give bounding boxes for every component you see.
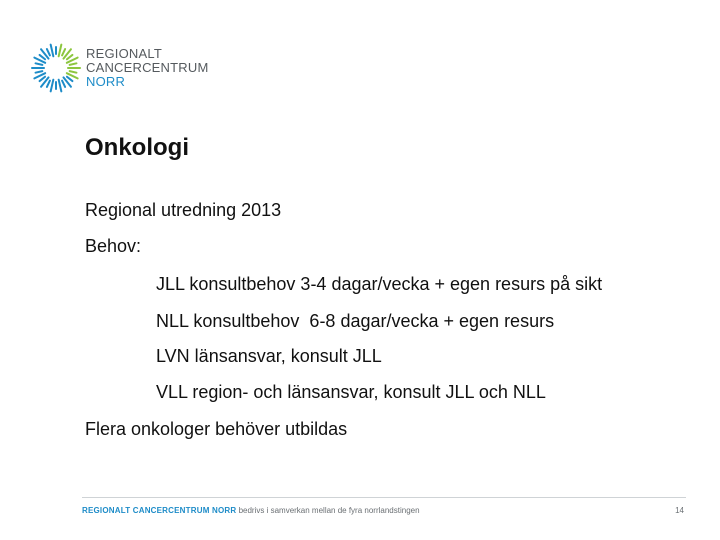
logo-ray: [67, 55, 72, 59]
footer-tagline: bedrivs i samverkan mellan de fyra norrlandstingen: [236, 506, 420, 515]
page-number: 14: [675, 506, 684, 515]
sunburst-logo-icon: [30, 42, 82, 94]
body-line-lvn: LVN länsansvar, konsult JLL: [156, 346, 382, 366]
logo-ray: [59, 45, 62, 57]
logo-text: [86, 47, 209, 89]
logo-ray: [59, 80, 62, 92]
logo-line-2: CANCERCENTRUM: [86, 60, 209, 75]
slide-title: Onkologi: [85, 134, 189, 161]
footer-text: [82, 506, 420, 515]
logo-ray: [47, 81, 50, 87]
logo-ray: [67, 77, 72, 81]
body-line-nll: NLL konsultbehov 6-8 dagar/vecka + egen resurs: [156, 311, 555, 331]
logo-line-3: NORR: [86, 74, 126, 89]
footer-divider: [82, 497, 686, 498]
logo-ray: [36, 71, 43, 73]
body-line-flera-onkologer: Flera onkologer behöver utbildas: [85, 419, 348, 439]
logo-ray: [62, 81, 65, 87]
logo-line-1: REGIONALT: [86, 46, 162, 61]
logo-ray: [62, 49, 65, 55]
body-line-vll: VLL region- och länsansvar, konsult JLL och NLL: [156, 382, 546, 402]
logo-ray: [70, 63, 77, 65]
logo-ray: [40, 77, 45, 81]
body-line-regional-utredning: Regional utredning 2013: [85, 200, 282, 220]
logo-ray: [70, 71, 77, 73]
body-line-jll: JLL konsultbehov 3-4 dagar/vecka + egen resurs på sikt: [156, 274, 603, 294]
logo-ray: [51, 80, 54, 92]
logo-ray: [40, 55, 45, 59]
logo-ray: [51, 45, 54, 57]
logo-ray: [47, 49, 50, 55]
logo-ray: [36, 63, 43, 65]
logo: [30, 42, 209, 102]
body-line-behov: Behov:: [85, 236, 142, 256]
footer-brand: REGIONALT CANCERCENTRUM NORR: [82, 506, 237, 515]
